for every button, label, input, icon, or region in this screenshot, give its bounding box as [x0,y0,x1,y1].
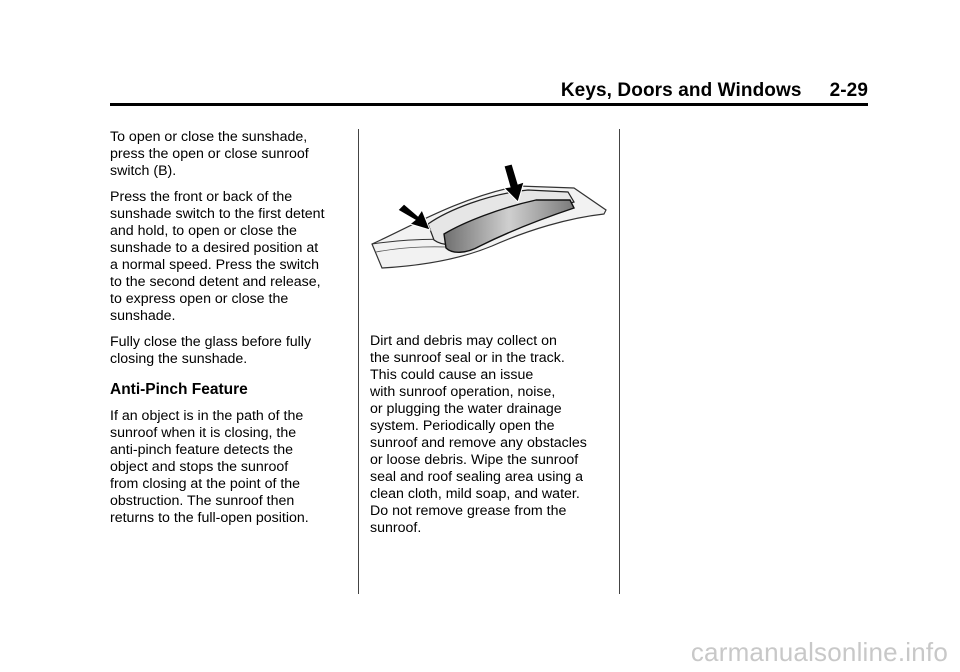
heading-anti-pinch: Anti-Pinch Feature [110,381,248,398]
sunroof-illustration [368,160,608,280]
left-column [110,129,350,536]
header-rule [110,103,868,106]
section-title: Keys, Doors and Windows [560,80,802,101]
watermark-text: carmanualsonline.info [690,637,948,667]
paragraph-sunshade-detent: Press the front or back of the sunshade switch to the first detent and hold, to open or close the sunshade to a desired position at a normal speed. Press the switch to the second detent and release, to express open or close the sunshade. [110,189,325,324]
paragraph-close-glass: Fully close the glass before fully closing the sunshade. [110,334,312,367]
paragraph-sunshade-switch: To open or close the sunshade, press the open or close sunroof switch (B). [110,129,309,179]
page-number: 2-29 [829,80,868,101]
page-header [110,80,868,102]
sunroof-drawing [368,160,608,280]
paragraph-dirt-debris: Dirt and debris may collect on the sunroof seal or in the track. This could cause an issue with sunroof operation, noise, or plugging the water drainage system. Periodically open the sunroof and remove any obstacles or loose debris. Wipe the sunroof seal and roof sealing area using a clean cloth, mild soap, and water. Do not remove grease from the sunroof. [370,333,587,536]
paragraph-anti-pinch: If an object is in the path of the sunroof when it is closing, the anti-pinch feature detects the object and stops the sunroof from closing at the point of the obstruction. The sunroof then returns to the full-open position. [110,408,309,526]
column-divider [619,129,620,594]
column-divider [358,129,359,594]
middle-column [370,333,610,537]
